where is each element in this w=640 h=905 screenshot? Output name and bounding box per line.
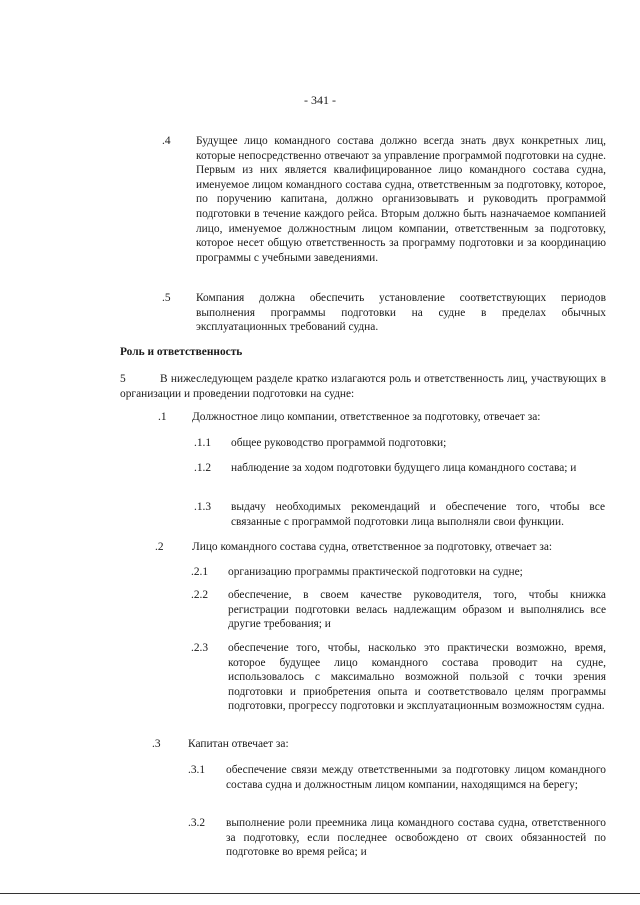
subitem-number: .2.1 (191, 566, 209, 578)
footer-rule (0, 893, 640, 894)
paragraph-text: В нижеследующем разделе кратко излагаются роль и ответственность лиц, участвующих в организации и проведении подготовки на судне: (120, 373, 606, 400)
subitem-text: выдачу необходимых рекомендаций и обеспечение того, чтобы все связанные с программой подготовки лица выполняли свои функции. (231, 501, 605, 528)
item-number: .4 (162, 135, 171, 147)
item-text: Будущее лицо командного состава должно всегда знать двух конкретных лиц, которые непосредственно отвечают за управление программой подготовки на судне. Первым из них является квалифицированное лицо командного состава судна, именуемое лицом командного состава судна, ответственным за подготовку, которое, по поручению капитана, должно организовывать и руководить программой подготовки в течение каждого рейса. Вторым должно быть назначаемое компанией лицо, именуемое должностным лицом компании, ответственным за подготовку, которое несет общую ответственность за программу подготовки и за координацию программы с учебными заведениями. (196, 135, 606, 264)
section-text: Должностное лицо компании, ответственное за подготовку, отвечает за: (192, 411, 541, 423)
section-number: .1 (158, 411, 167, 423)
subitem-text: организацию программы практической подготовки на судне; (228, 566, 523, 578)
subitem-text: обеспечение, в своем качестве руководителя, того, чтобы книжка регистрации подготовки велась надлежащим образом и выполнялись все другие требования; и (228, 589, 606, 631)
page-number: - 341 - (304, 93, 336, 107)
subitem-text: выполнение роли преемника лица командного состава судна, ответственного за подготовку, если последнее освобождено от своих обязанностей по подготовке во время рейса; и (226, 817, 606, 859)
subitem-number: .2.3 (191, 642, 209, 654)
section-text: Лицо командного состава судна, ответственное за подготовку, отвечает за: (192, 541, 553, 553)
subitem-number: .1.1 (194, 437, 212, 449)
section-text: Капитан отвечает за: (188, 738, 289, 750)
section-number: .3 (152, 738, 161, 750)
paragraph-number: 5 (120, 373, 126, 385)
subitem-number: .3.2 (188, 817, 206, 829)
subitem-text: обеспечение связи между ответственными за подготовку лицом командного состава судна и должностным лицом компании, находящимся на берегу; (226, 764, 606, 791)
section-number: .2 (155, 541, 164, 553)
subitem-text: общее руководство программой подготовки; (231, 437, 447, 449)
subitem-text: наблюдение за ходом подготовки будущего лица командного состава; и (231, 462, 577, 474)
subitem-number: .1.3 (194, 501, 212, 513)
section-heading: Роль и ответственность (120, 346, 243, 358)
subitem-number: .1.2 (194, 462, 212, 474)
item-number: .5 (162, 292, 171, 304)
subitem-number: .2.2 (191, 589, 209, 601)
subitem-number: .3.1 (188, 764, 206, 776)
subitem-text: обеспечение того, чтобы, насколько это практически возможно, время, которое будущее лицо командного состава проводит на судне, использовалось с максимально возможной пользой с точки зрения подготовки и приобретения опыта и соответствовало целям программы подготовки, прогрессу подготовки и эксплуатационным возможностям судна. (228, 642, 606, 713)
item-text: Компания должна обеспечить установление соответствующих периодов выполнения программы подготовки на судне в пределах обычных эксплуатационных требований судна. (196, 292, 606, 334)
